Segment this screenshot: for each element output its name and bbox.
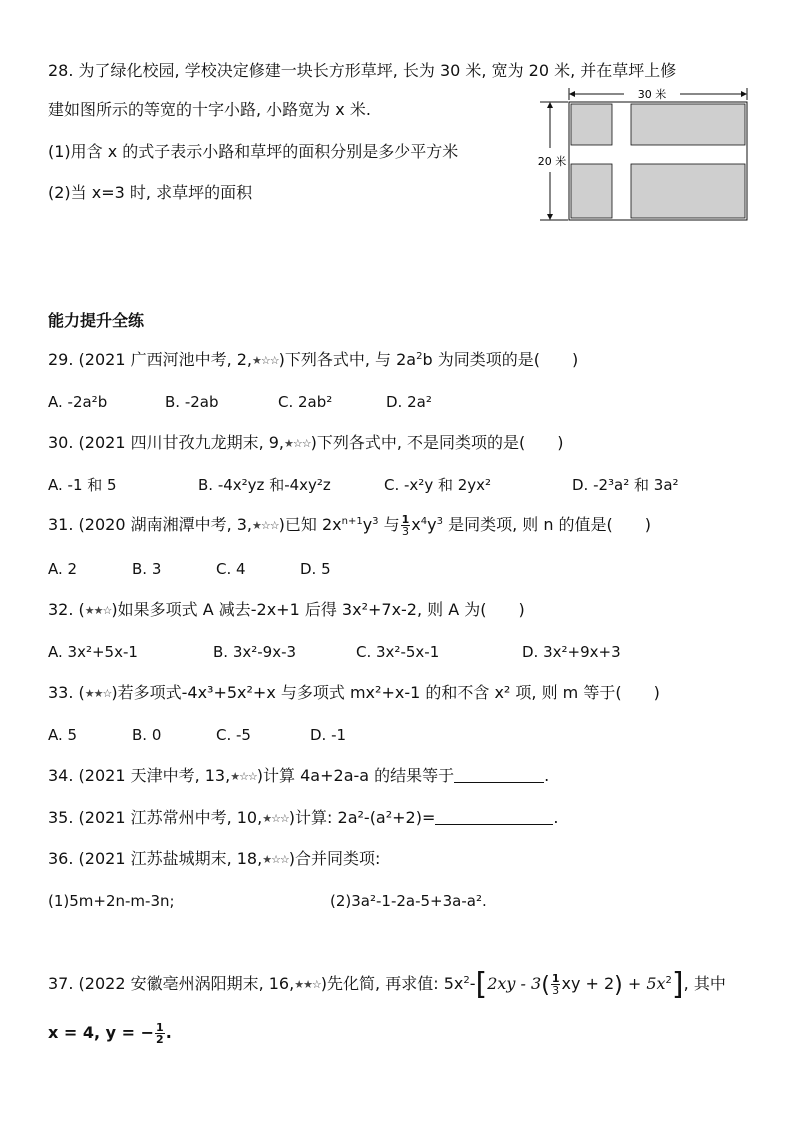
q33-option-a: A. 5 (48, 726, 78, 744)
fraction-one-third: $\frac{1}{3}$ (401, 513, 410, 538)
width-label: 30 米 (637, 88, 667, 101)
answer-blank[interactable] (435, 810, 553, 825)
difficulty-stars-icon: ★☆☆ (252, 519, 279, 532)
q32-option-d: D. 3x²+9x+3 (522, 643, 621, 661)
difficulty-stars-icon: ★☆☆ (252, 354, 279, 367)
q28-part1: (1)用含 x 的式子表示小路和草坪的面积分别是多少平方米 (48, 142, 459, 161)
q30-option-c: C. -x²y 和 2yx² (384, 476, 492, 494)
q30-stem: 30. (2021 四川甘孜九龙期末, 9,★☆☆)下列各式中, 不是同类项的是( ) (48, 432, 564, 455)
q36-part2: (2)3a²-1-2a-5+3a-a². (330, 892, 487, 910)
answer-blank[interactable] (454, 768, 544, 783)
q29-option-c: C. 2ab² (278, 393, 333, 411)
q31-option-b: B. 3 (132, 560, 162, 578)
difficulty-stars-icon: ★★☆ (84, 687, 112, 700)
q30-option-d: D. -2³a² 和 3a² (572, 476, 679, 494)
q32-option-c: C. 3x²-5x-1 (356, 643, 440, 661)
q31-option-a: A. 2 (48, 560, 78, 578)
q34-stem: 34. (2021 天津中考, 13,★☆☆)计算 4a+2a-a 的结果等于 . (48, 765, 549, 788)
q28-line1: 28. 为了绿化校园, 学校决定修建一块长方形草坪, 长为 30 米, 宽为 20 米, 并在草坪上修 (48, 61, 677, 80)
fraction-one-third: $\frac{1}{3}$ (551, 972, 560, 997)
q31-option-d: D. 5 (300, 560, 331, 578)
q31-source: 31. (2020 湖南湘潭中考, 3, (48, 515, 253, 534)
lawn-top-right (631, 104, 745, 145)
q35-stem: 35. (2021 江苏常州中考, 10,★☆☆)计算: 2a²-(a²+2)= . (48, 807, 558, 830)
fraction-one-half: $\frac{1}{2}$ (156, 1021, 164, 1046)
height-label: 20 米 (537, 155, 567, 168)
q31-stem: 31. (2020 湖南湘潭中考, 3,★☆☆)已知 $2x^{n+1}y^3$ 与 $\frac{1}{3}$ $x^4y^3$ 是同类项, 则 n 的值是( ) (48, 513, 652, 538)
q30-option-b: B. -4x²yz 和-4xy²z (198, 476, 331, 494)
q30-source: 30. (2021 四川甘孜九龙期末, 9, (48, 433, 285, 452)
q32-option-a: A. 3x²+5x-1 (48, 643, 138, 661)
difficulty-stars-icon: ★☆☆ (262, 853, 289, 866)
q32-stem: 32. (★★☆)如果多项式 A 减去-2x+1 后得 3x²+7x-2, 则 A 为( ) (48, 599, 525, 622)
lawn-top-left (571, 104, 612, 145)
q33-option-b: B. 0 (132, 726, 162, 744)
q36-stem: 36. (2021 江苏盐城期末, 18,★☆☆)合并同类项: (48, 848, 380, 871)
difficulty-stars-icon: ★☆☆ (230, 770, 257, 783)
q37-condition: x = 4, y = − $\frac{1}{2}$ . (48, 1021, 172, 1046)
q31-option-c: C. 4 (216, 560, 246, 578)
lawn-bottom-right (631, 164, 745, 218)
q32-option-b: B. 3x²-9x-3 (213, 643, 297, 661)
q33-option-c: C. -5 (216, 726, 251, 744)
q33-option-d: D. -1 (310, 726, 347, 744)
q29-stem: 29. (2021 广西河池中考, 2,★☆☆)下列各式中, 与 $2a^2b$ 为同类项的是( ) (48, 349, 578, 372)
q29-option-d: D. 2a² (386, 393, 432, 411)
q29-source: 29. (2021 广西河池中考, 2, (48, 350, 253, 369)
q36-part1: (1)5m+2n-m-3n; (48, 892, 175, 910)
difficulty-stars-icon: ★★☆ (84, 604, 112, 617)
section-title: 能力提升全练 (48, 311, 145, 330)
q37-stem: 37. (2022 安徽亳州涡阳期末, 16,★★☆)先化简, 再求值: $5x^2-[2xy - 3$( $\frac{1}{3}$ xy + $2) + 5x^2$], 其中 (48, 967, 726, 1002)
q30-option-a: A. -1 和 5 (48, 476, 117, 494)
q28-part2: (2)当 x=3 时, 求草坪的面积 (48, 183, 253, 202)
lawn-bottom-left (571, 164, 612, 218)
difficulty-stars-icon: ★☆☆ (262, 812, 289, 825)
q29-option-a: A. -2a²b (48, 393, 108, 411)
q29-option-b: B. -2ab (165, 393, 219, 411)
q33-stem: 33. (★★☆)若多项式-4x³+5x²+x 与多项式 mx²+x-1 的和不含 x² 项, 则 m 等于( ) (48, 682, 660, 705)
difficulty-stars-icon: ★★☆ (294, 978, 321, 991)
lawn-figure (530, 84, 754, 226)
difficulty-stars-icon: ★☆☆ (284, 437, 311, 450)
q28-line2: 建如图所示的等宽的十字小路, 小路宽为 x 米. (48, 100, 371, 119)
